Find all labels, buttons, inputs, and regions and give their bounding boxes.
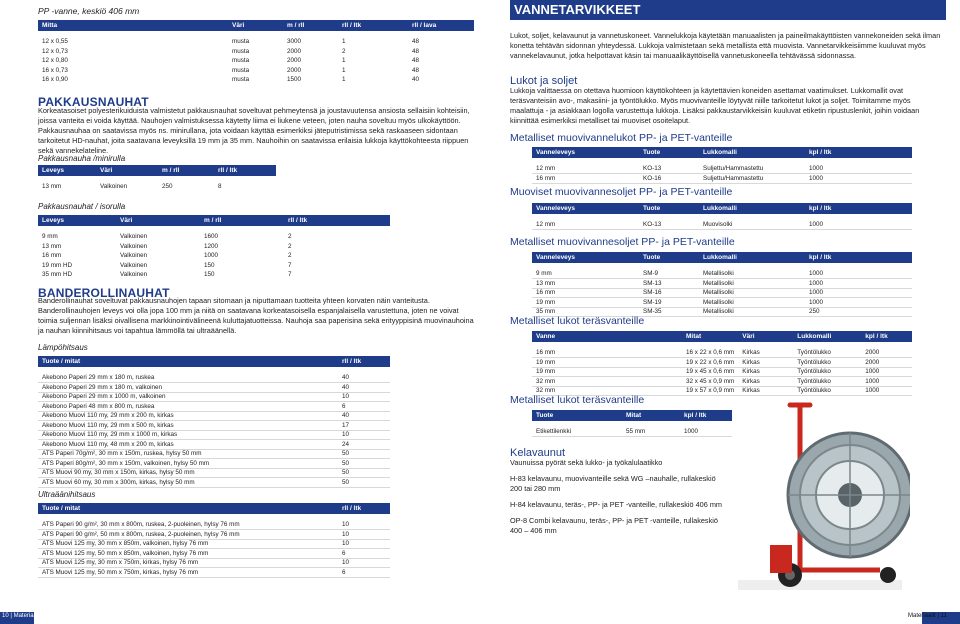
table-row xyxy=(38,568,390,578)
table-cell: Työntölukko xyxy=(793,377,861,387)
table-cell: 32 mm xyxy=(532,377,682,387)
table-row xyxy=(532,358,912,368)
col-tuote: Tuote / mitat xyxy=(38,356,338,367)
table-row xyxy=(38,421,390,431)
table-cell: Akebono Paperi 29 mm x 1000 m, valkoinen xyxy=(38,392,338,402)
t5-table xyxy=(532,410,732,437)
col-tuote: Tuote xyxy=(639,147,699,158)
table-cell: ATS Muovi 125 my, 50 mm x 850m, valkoinen, hylsy 76 mm xyxy=(38,549,338,559)
table-cell: Kirkas xyxy=(738,348,793,358)
table-cell: Akebono Muovi 110 my, 29 mm x 1000 m, kirkas xyxy=(38,430,338,440)
col-mitat: Mitat xyxy=(622,410,680,421)
table-cell: 19 x 45 x 0,6 mm xyxy=(682,367,738,377)
table-cell: SM-19 xyxy=(639,298,699,308)
col-rll-ltk: rll / ltk xyxy=(338,20,408,31)
table-cell: SM-35 xyxy=(639,307,699,317)
col-rll-ltk: rll / ltk xyxy=(338,503,390,514)
intro-text: Lukot, soljet, kelavaunut ja vannetuskoneet. Vannelukkoja käytetään manuaalisten ja paineilmakäyttöisten vannekoneiden sekä ilman konetta tehtävän sidonnan yhteydessä. Lukkoja valmistetaan sekä metallista että muovista. Vannetarvikkeisiimme kuuluvat myös vannekelavaunut, jotka helpottavat käsin tai manuaalikäyttöisellä vannetuskoneella tehtävässä sidonnassa. xyxy=(510,31,941,60)
table-row xyxy=(532,377,912,387)
col-rll-ltk: rll / ltk xyxy=(214,165,276,176)
table-row xyxy=(38,383,390,393)
footer-left: 10 | Materiaalit xyxy=(2,613,42,619)
table-cell: 19 x 57 x 0,9 mm xyxy=(682,386,738,396)
table-cell: ATS Paperi 70g/m², 30 mm x 150m, ruskea, hylsy 50 mm xyxy=(38,449,338,459)
table-cell: 19 mm xyxy=(532,298,639,308)
col-vari: Väri xyxy=(96,165,158,176)
table-cell: KO-13 xyxy=(639,164,699,174)
table-cell: Akebono Muovi 110 my, 29 mm x 200 m, kirkas xyxy=(38,411,338,421)
col-vanneleveys: Vanneleveys xyxy=(532,203,639,214)
table-cell: 1000 xyxy=(861,367,912,377)
table-cell: 32 x 45 x 0,9 mm xyxy=(682,377,738,387)
t5-heading: Metalliset lukot teräsvanteille xyxy=(510,394,645,406)
table-cell: Akebono Muovi 110 my, 48 mm x 200 m, kirkas xyxy=(38,440,338,450)
table-row xyxy=(532,269,912,279)
table-cell: 10 xyxy=(338,530,390,540)
table-cell: 10 xyxy=(338,392,390,402)
table-row xyxy=(532,288,912,298)
col-m-rll: m / rll xyxy=(200,215,284,226)
reel-cart-image xyxy=(730,395,910,595)
table-cell: 19 mm xyxy=(532,367,682,377)
pp-table xyxy=(38,20,474,85)
table-cell: 10 xyxy=(338,520,390,530)
table-row: 13 mm Valkoinen 1200 2 xyxy=(42,242,292,250)
table-cell: 1000 xyxy=(861,377,912,387)
col-vari: Väri xyxy=(228,20,283,31)
t1-table xyxy=(532,147,912,184)
col-rll-ltk: rll / ltk xyxy=(338,356,390,367)
t2-table xyxy=(532,203,912,230)
table-row xyxy=(38,392,390,402)
col-kpl-ltk: kpl / ltk xyxy=(680,410,732,421)
table-cell: Kirkas xyxy=(738,377,793,387)
table-cell: Metallisolki xyxy=(699,279,805,289)
table-cell: 16 mm xyxy=(532,288,639,298)
col-lukkomalli: Lukkomalli xyxy=(699,203,805,214)
table-cell: SM-9 xyxy=(639,269,699,279)
pp-caption: PP -vanne, keskiö 406 mm xyxy=(38,6,140,16)
table-cell: SM-16 xyxy=(639,288,699,298)
table-cell: Akebono Paperi 48 mm x 800 m, ruskea xyxy=(38,402,338,412)
table-cell: ATS Muovi 90 my, 30 mm x 150m, kirkas, hylsy 50 mm xyxy=(38,468,338,478)
col-vanneleveys: Vanneleveys xyxy=(532,147,639,158)
t1-heading: Metalliset muovivannelukot PP- ja PET-vanteille xyxy=(510,132,733,144)
table-cell: 1000 xyxy=(805,298,912,308)
lampo-table xyxy=(38,356,390,488)
table-row xyxy=(38,402,390,412)
table-cell: ATS Paperi 80g/m², 30 mm x 150m, valkoinen, hylsy 50 mm xyxy=(38,459,338,469)
table-cell: 50 xyxy=(338,478,390,488)
table-cell: 1000 xyxy=(805,220,912,230)
table-cell: 16 mm xyxy=(532,174,639,184)
table-cell: 50 xyxy=(338,449,390,459)
table-cell: 1000 xyxy=(805,174,912,184)
table-row xyxy=(532,348,912,358)
footer-right: Materiaalit | 11 xyxy=(908,613,947,619)
col-leveys: Leveys xyxy=(38,165,96,176)
table-cell: Metallisolki xyxy=(699,307,805,317)
table-row xyxy=(532,298,912,308)
table-cell: Akebono Paperi 29 mm x 180 m, ruskea xyxy=(38,373,338,383)
table-row xyxy=(38,430,390,440)
table-row xyxy=(38,373,390,383)
table-cell: Etikettilenkki xyxy=(532,427,622,437)
t4-heading: Metalliset lukot teräsvanteille xyxy=(510,315,645,327)
table-cell: 10 xyxy=(338,558,390,568)
table-cell: 55 mm xyxy=(622,427,680,437)
table-row xyxy=(38,520,390,530)
col-vanne: Vanne xyxy=(532,331,682,342)
col-mitta: Mitta xyxy=(38,20,228,31)
table-cell: 6 xyxy=(338,568,390,578)
table-cell: Työntölukko xyxy=(793,386,861,396)
col-m-rll: m / rll xyxy=(283,20,338,31)
table-cell: ATS Paperi 90 g/m², 50 mm x 800m, ruskea, 2-puoleinen, hylsy 76 mm xyxy=(38,530,338,540)
table-cell: 50 xyxy=(338,468,390,478)
table-cell: Työntölukko xyxy=(793,367,861,377)
t2-heading: Muoviset muovivannesoljet PP- ja PET-vanteille xyxy=(510,186,733,198)
ultra-table xyxy=(38,503,390,578)
col-lukkomalli: Lukkomalli xyxy=(699,252,805,263)
table-cell: 35 mm xyxy=(532,307,639,317)
table-cell: 10 xyxy=(338,430,390,440)
table-cell: ATS Muovi 125 my, 30 mm x 750m, kirkas, hylsy 76 mm xyxy=(38,558,338,568)
table-row xyxy=(38,468,390,478)
table-row xyxy=(38,440,390,450)
table-cell: 16 x 22 x 0,6 mm xyxy=(682,348,738,358)
table-row: 19 mm HD Valkoinen 150 7 xyxy=(42,261,292,269)
col-tuote: Tuote / mitat xyxy=(38,503,338,514)
table-cell: Metallisolki xyxy=(699,269,805,279)
ultra-caption: Ultraäänihitsaus xyxy=(38,490,96,499)
table-cell: Kirkas xyxy=(738,367,793,377)
col-vari: Väri xyxy=(738,331,793,342)
isorulla-caption: Pakkausnauhat / isorulla xyxy=(38,202,126,211)
col-mitat: Mitat xyxy=(682,331,738,342)
table-cell: 250 xyxy=(805,307,912,317)
table-row xyxy=(38,459,390,469)
table-cell: Suljettu/Hammastettu xyxy=(699,164,805,174)
table-row: 12 x 0,55 musta 3000 1 48 xyxy=(42,38,420,46)
table-cell: Metallisolki xyxy=(699,288,805,298)
table-cell: 50 xyxy=(338,459,390,469)
table-cell: 1000 xyxy=(861,386,912,396)
minirulla-caption: Pakkausnauha /minirulla xyxy=(38,154,126,163)
col-lukkomalli: Lukkomalli xyxy=(699,147,805,158)
table-cell: Suljettu/Hammastettu xyxy=(699,174,805,184)
lukot-text: Lukkoja valittaessa on otettava huomioon käyttökohteen ja käytettävien koneiden asettamat vaatimukset. Lukkomallit ovat teräsvanteisiin avo-, makasiini- ja työntölukko. Myös muovivanteille löytyvät niille tarkoitetut lukot ja soljet. Toimitamme myös maalattuja - ja asiakkaan logolla varustettuja lukkoja. Lisäksi pakkaustarvikkeisiin kuuluvat etiketin ripustuslenkit, joihin voidaan kiinnittää esimerkiksi metalliset tai muoviset osoitelaput. xyxy=(510,86,920,125)
col-kpl-ltk: kpl / ltk xyxy=(805,203,912,214)
table-cell: 2000 xyxy=(861,358,912,368)
table-row: 12 x 0,80 musta 2000 1 48 xyxy=(42,57,420,65)
table-row xyxy=(38,558,390,568)
table-cell: ATS Muovi 125 my, 30 mm x 850m, valkoinen, hylsy 76 mm xyxy=(38,539,338,549)
table-row: 9 mm Valkoinen 1600 2 xyxy=(42,233,292,241)
col-m-rll: m / rll xyxy=(158,165,214,176)
table-row xyxy=(38,449,390,459)
table-cell: 2000 xyxy=(861,348,912,358)
pakkausnauhat-text: Korkeatasoiset polyesterikuiduista valmistetut pakkausnauhat soveltuvat pehmeytensä ja joustavuutensa ansiosta sellaisiin kohteisiin, joissa vanteita ei voida käyttää. Nauhojen valmistuksessa käytetty liima ei liukene veteen, joten nauha soveltuu myös ulkokäyttöön. Pakkausnauhaa on saatavissa myös ns. minirullana, jota voidaan käyttää esimerkiksi jäteputristimissa sekä raskaaseen sidontaan tarkoitetut HD-nauhat, joita saatavana leveyksillä 19 mm ja 35 mm. Nauhoihin on saatavissa erilaisia lukkoja käyttökohteesta riippuen sekä vannekelateline. xyxy=(38,106,470,155)
table-cell: Työntölukko xyxy=(793,358,861,368)
table-row xyxy=(532,220,912,230)
col-rll-lava: rll / lava xyxy=(408,20,474,31)
table-cell: Muovisolki xyxy=(699,220,805,230)
table-cell: ATS Muovi 125 my, 50 mm x 750m, kirkas, hylsy 76 mm xyxy=(38,568,338,578)
table-cell: 10 xyxy=(338,539,390,549)
table-row xyxy=(38,539,390,549)
col-kpl-ltk: kpl / ltk xyxy=(861,331,912,342)
table-row xyxy=(532,427,732,437)
isorulla-table xyxy=(38,215,390,280)
table-cell: 32 mm xyxy=(532,386,682,396)
kelavaunu-text: Vaunuissa pyörät sekä lukko- ja työkalulaatikko xyxy=(510,458,663,467)
table-cell: Akebono Muovi 110 my, 29 mm x 500 m, kirkas xyxy=(38,421,338,431)
table-cell: 6 xyxy=(338,549,390,559)
table-cell: SM-13 xyxy=(639,279,699,289)
lukot-heading: Lukot ja soljet xyxy=(510,75,578,87)
table-cell: Akebono Paperi 29 mm x 180 m, valkoinen xyxy=(38,383,338,393)
t4-table xyxy=(532,331,912,396)
table-row xyxy=(532,279,912,289)
table-cell: 13 mm xyxy=(532,279,639,289)
table-row xyxy=(38,530,390,540)
table-cell: 40 xyxy=(338,373,390,383)
table-cell: 1000 xyxy=(805,164,912,174)
table-cell: ATS Paperi 90 g/m², 30 mm x 800m, ruskea, 2-puoleinen, hylsy 76 mm xyxy=(38,520,338,530)
table-row: 13 mm Valkoinen 250 8 xyxy=(42,183,222,191)
table-cell: 1000 xyxy=(805,279,912,289)
t3-table xyxy=(532,252,912,317)
table-row: 35 mm HD Valkoinen 150 7 xyxy=(42,271,292,279)
col-vari: Väri xyxy=(116,215,200,226)
pakkausnauhat-heading: PAKKAUSNAUHAT xyxy=(38,95,149,109)
table-row xyxy=(532,164,912,174)
t3-heading: Metalliset muovivannesoljet PP- ja PET-vanteille xyxy=(510,236,735,248)
col-lukkomalli: Lukkomalli xyxy=(793,331,861,342)
h83-text: H-83 kelavaunu, muovivanteille sekä WG –nauhalle, rullakeskiö 200 tai 280 mm xyxy=(510,474,716,493)
table-row xyxy=(532,367,912,377)
table-cell: 24 xyxy=(338,440,390,450)
table-cell: 12 mm xyxy=(532,220,639,230)
page-title: VANNETARVIKKEET xyxy=(510,0,946,20)
col-kpl-ltk: kpl / ltk xyxy=(805,147,912,158)
pp-table-header xyxy=(38,20,474,31)
table-cell: 19 mm xyxy=(532,358,682,368)
table-cell: 40 xyxy=(338,411,390,421)
table-cell: 12 mm xyxy=(532,164,639,174)
table-row: 16 x 0,90 musta 1500 1 40 xyxy=(42,76,420,84)
col-vanneleveys: Vanneleveys xyxy=(532,252,639,263)
table-cell: KO-16 xyxy=(639,174,699,184)
minirulla-table xyxy=(38,165,276,192)
table-cell: Metallisolki xyxy=(699,298,805,308)
table-cell: 17 xyxy=(338,421,390,431)
table-cell: Työntölukko xyxy=(793,348,861,358)
table-cell: 6 xyxy=(338,402,390,412)
table-cell: 1000 xyxy=(805,269,912,279)
col-tuote: Tuote xyxy=(639,203,699,214)
table-row xyxy=(38,478,390,488)
table-cell: Kirkas xyxy=(738,386,793,396)
table-row xyxy=(38,549,390,559)
col-rll-ltk: rll / ltk xyxy=(284,215,390,226)
h84-text: H-84 kelavaunu, teräs-, PP- ja PET -vanteille, rullakeskiö 406 mm xyxy=(510,500,722,509)
banderol-text: Banderollinauhat soveltuvat pakkausnauhojen tapaan sitomaan ja niputtamaan tuotteita yhteen korvaten näin vanteitusta. Banderollinauhojen leveys voi olla jopa 100 mm ja niitä on saatavana korkeatasoisella espanjalaisella varustettuna, joten ne voivat toimia suljennan lisäksi oivallisena markkinointivälineenä kuluttajatuotteissa. Nauhoja saa paperisina sekä erityyppisinä muovinauhoina ja nauhan kiinnihitsaus voi tapahtua lämmöllä tai ultraäänellä. xyxy=(38,296,474,335)
col-kpl-ltk: kpl / ltk xyxy=(805,252,912,263)
op8-text: OP-8 Combi kelavaunu, teräs-, PP- ja PET -vanteille, rullakeskiö 400 – 406 mm xyxy=(510,516,718,535)
table-cell: 40 xyxy=(338,383,390,393)
col-tuote: Tuote xyxy=(639,252,699,263)
table-row: 16 mm Valkoinen 1000 2 xyxy=(42,252,292,260)
col-tuote: Tuote xyxy=(532,410,622,421)
table-row xyxy=(532,174,912,184)
table-cell: 1000 xyxy=(680,427,732,437)
col-leveys: Leveys xyxy=(38,215,116,226)
table-row: 12 x 0,73 musta 2000 2 48 xyxy=(42,47,420,55)
table-cell: Kirkas xyxy=(738,358,793,368)
table-cell: 19 x 22 x 0,6 mm xyxy=(682,358,738,368)
table-row xyxy=(38,411,390,421)
banderol-heading: BANDEROLLINAUHAT xyxy=(38,286,170,300)
kelavaunu-heading: Kelavaunut xyxy=(510,447,566,459)
table-cell: KO-13 xyxy=(639,220,699,230)
table-row: 16 x 0,73 musta 2000 1 48 xyxy=(42,66,420,74)
lampo-caption: Lämpöhitsaus xyxy=(38,343,88,352)
table-cell: ATS Muovi 60 my, 30 mm x 300m, kirkas, hylsy 50 mm xyxy=(38,478,338,488)
table-cell: 16 mm xyxy=(532,348,682,358)
table-cell: 1000 xyxy=(805,288,912,298)
table-cell: 9 mm xyxy=(532,269,639,279)
